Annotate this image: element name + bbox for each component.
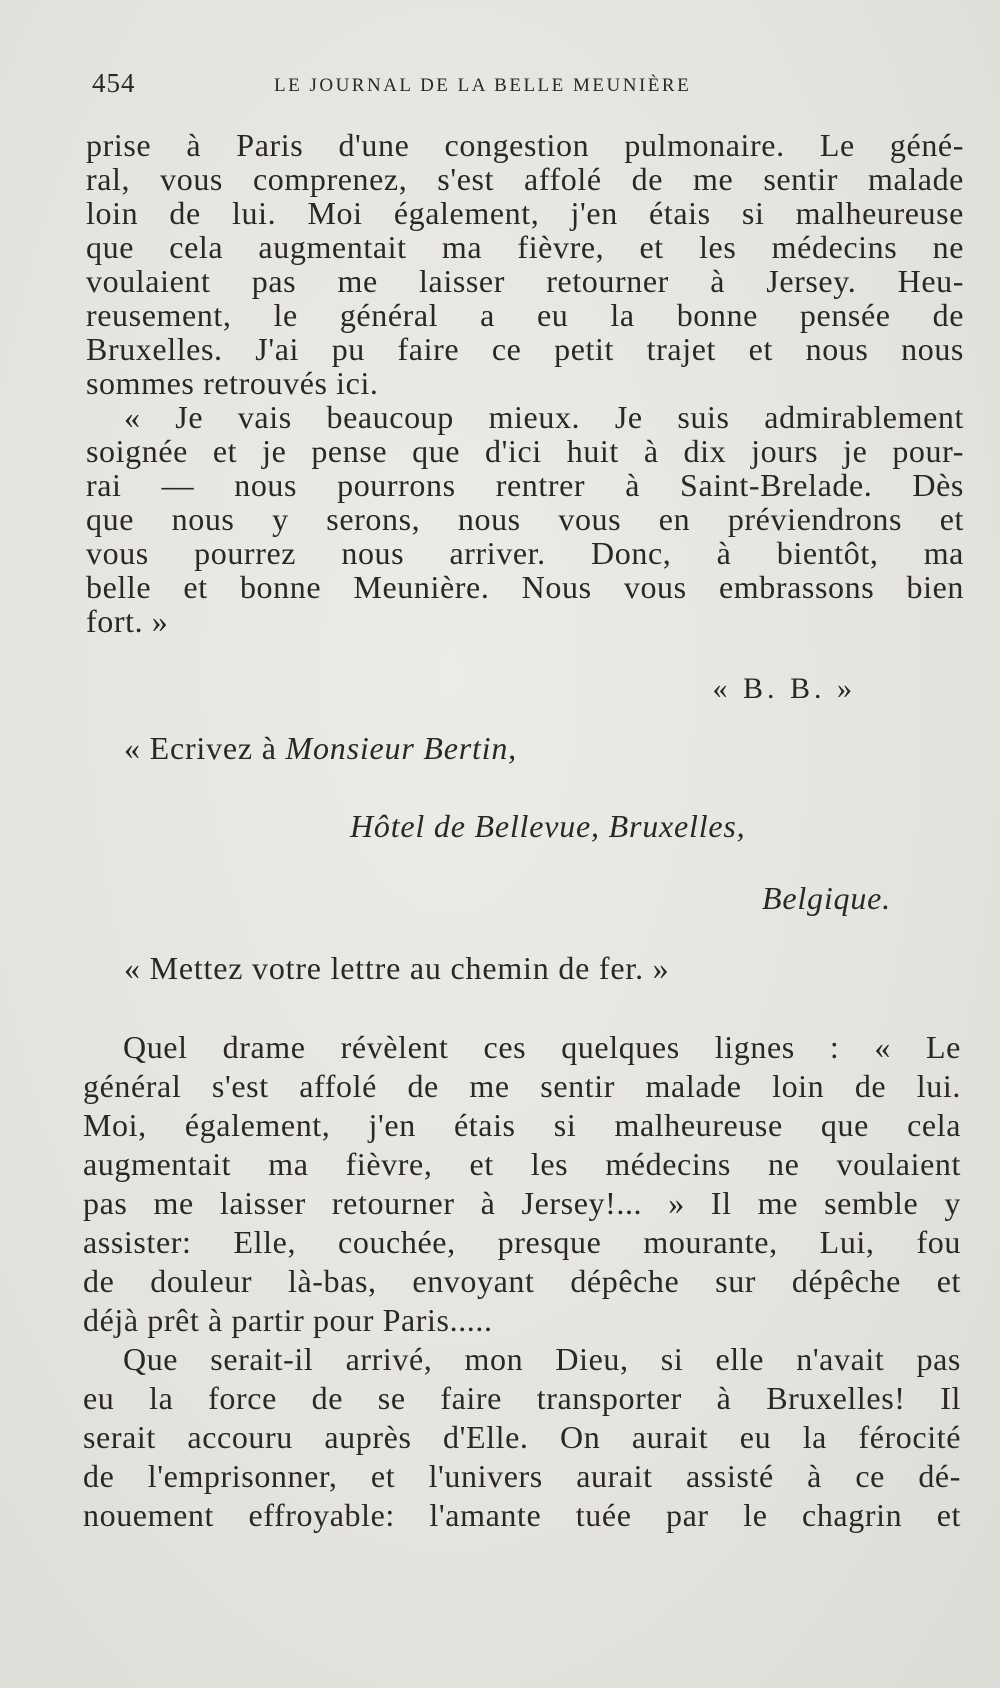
- commentary-text: [83, 1028, 961, 1535]
- address-line-2: [350, 808, 745, 845]
- text-line: que nous y serons, nous vous en préviendrons et: [86, 501, 964, 537]
- text-line: belle et bonne Meunière. Nous vous embrassons bien: [86, 569, 964, 605]
- text-line: voulaient pas me laisser retourner à Jersey. Heu-: [86, 263, 964, 299]
- text-line: de douleur là-bas, envoyant dépêche sur dépêche et: [83, 1263, 961, 1299]
- text-line: que cela augmentait ma fièvre, et les médecins ne: [86, 229, 964, 265]
- text-line: Quel drame révèlent ces quelques lignes : « Le: [123, 1029, 961, 1065]
- text-line: vous pourrez nous arriver. Donc, à bientôt, ma: [86, 535, 964, 571]
- page-number: 454: [92, 68, 136, 98]
- text-line: rai — nous pourrons rentrer à Saint-Brelade. Dès: [86, 467, 964, 503]
- text-line: fort. »: [86, 603, 169, 639]
- address-prefix: « Ecrivez à: [124, 730, 286, 766]
- postscript: « Mettez votre lettre au chemin de fer. »: [124, 950, 670, 986]
- text-line: eu la force de se faire transporter à Bruxelles! Il: [83, 1380, 961, 1416]
- text-line: sommes retrouvés ici.: [86, 365, 379, 401]
- text-line: soignée et je pense que d'ici huit à dix jours je pour-: [86, 433, 964, 469]
- text-line: assister: Elle, couchée, presque mourante, Lui, fou: [83, 1224, 961, 1260]
- text-line: nouement effroyable: l'amante tuée par le chagrin et: [83, 1497, 961, 1533]
- running-head: LE JOURNAL DE LA BELLE MEUNIÈRE: [274, 75, 692, 96]
- text-line: « Je vais beaucoup mieux. Je suis admirablement: [124, 399, 964, 435]
- text-line: général s'est affolé de me sentir malade loin de lui.: [83, 1068, 961, 1104]
- page-header: [92, 68, 942, 108]
- text-line: augmentait ma fièvre, et les médecins ne voulaient: [83, 1146, 961, 1182]
- letter-text: [86, 128, 964, 638]
- text-line: serait accouru auprès d'Elle. On aurait eu la férocité: [83, 1419, 961, 1455]
- address-line-1: [124, 730, 517, 767]
- address-line-3: [762, 880, 891, 917]
- text-line: Que serait-il arrivé, mon Dieu, si elle n'avait pas: [123, 1341, 961, 1377]
- address-recipient: Monsieur Bertin,: [285, 730, 517, 766]
- text-line: reusement, le général a eu la bonne pensée de: [86, 297, 964, 333]
- text-line: déjà prêt à partir pour Paris.....: [83, 1302, 493, 1338]
- letter-signature: « B. B. »: [712, 672, 856, 705]
- text-line: Moi, également, j'en étais si malheureuse que cela: [83, 1107, 961, 1143]
- text-line: prise à Paris d'une congestion pulmonaire. Le géné-: [86, 127, 964, 163]
- text-line: pas me laisser retourner à Jersey!... » Il me semble y: [83, 1185, 961, 1221]
- address-hotel: Hôtel de Bellevue, Bruxelles,: [350, 808, 746, 844]
- text-line: de l'emprisonner, et l'univers aurait assisté à ce dé-: [83, 1458, 961, 1494]
- text-line: Bruxelles. J'ai pu faire ce petit trajet et nous nous: [86, 331, 964, 367]
- text-line: ral, vous comprenez, s'est affolé de me sentir malade: [86, 161, 964, 197]
- address-country: Belgique.: [762, 880, 891, 916]
- text-line: loin de lui. Moi également, j'en étais si malheureuse: [86, 195, 964, 231]
